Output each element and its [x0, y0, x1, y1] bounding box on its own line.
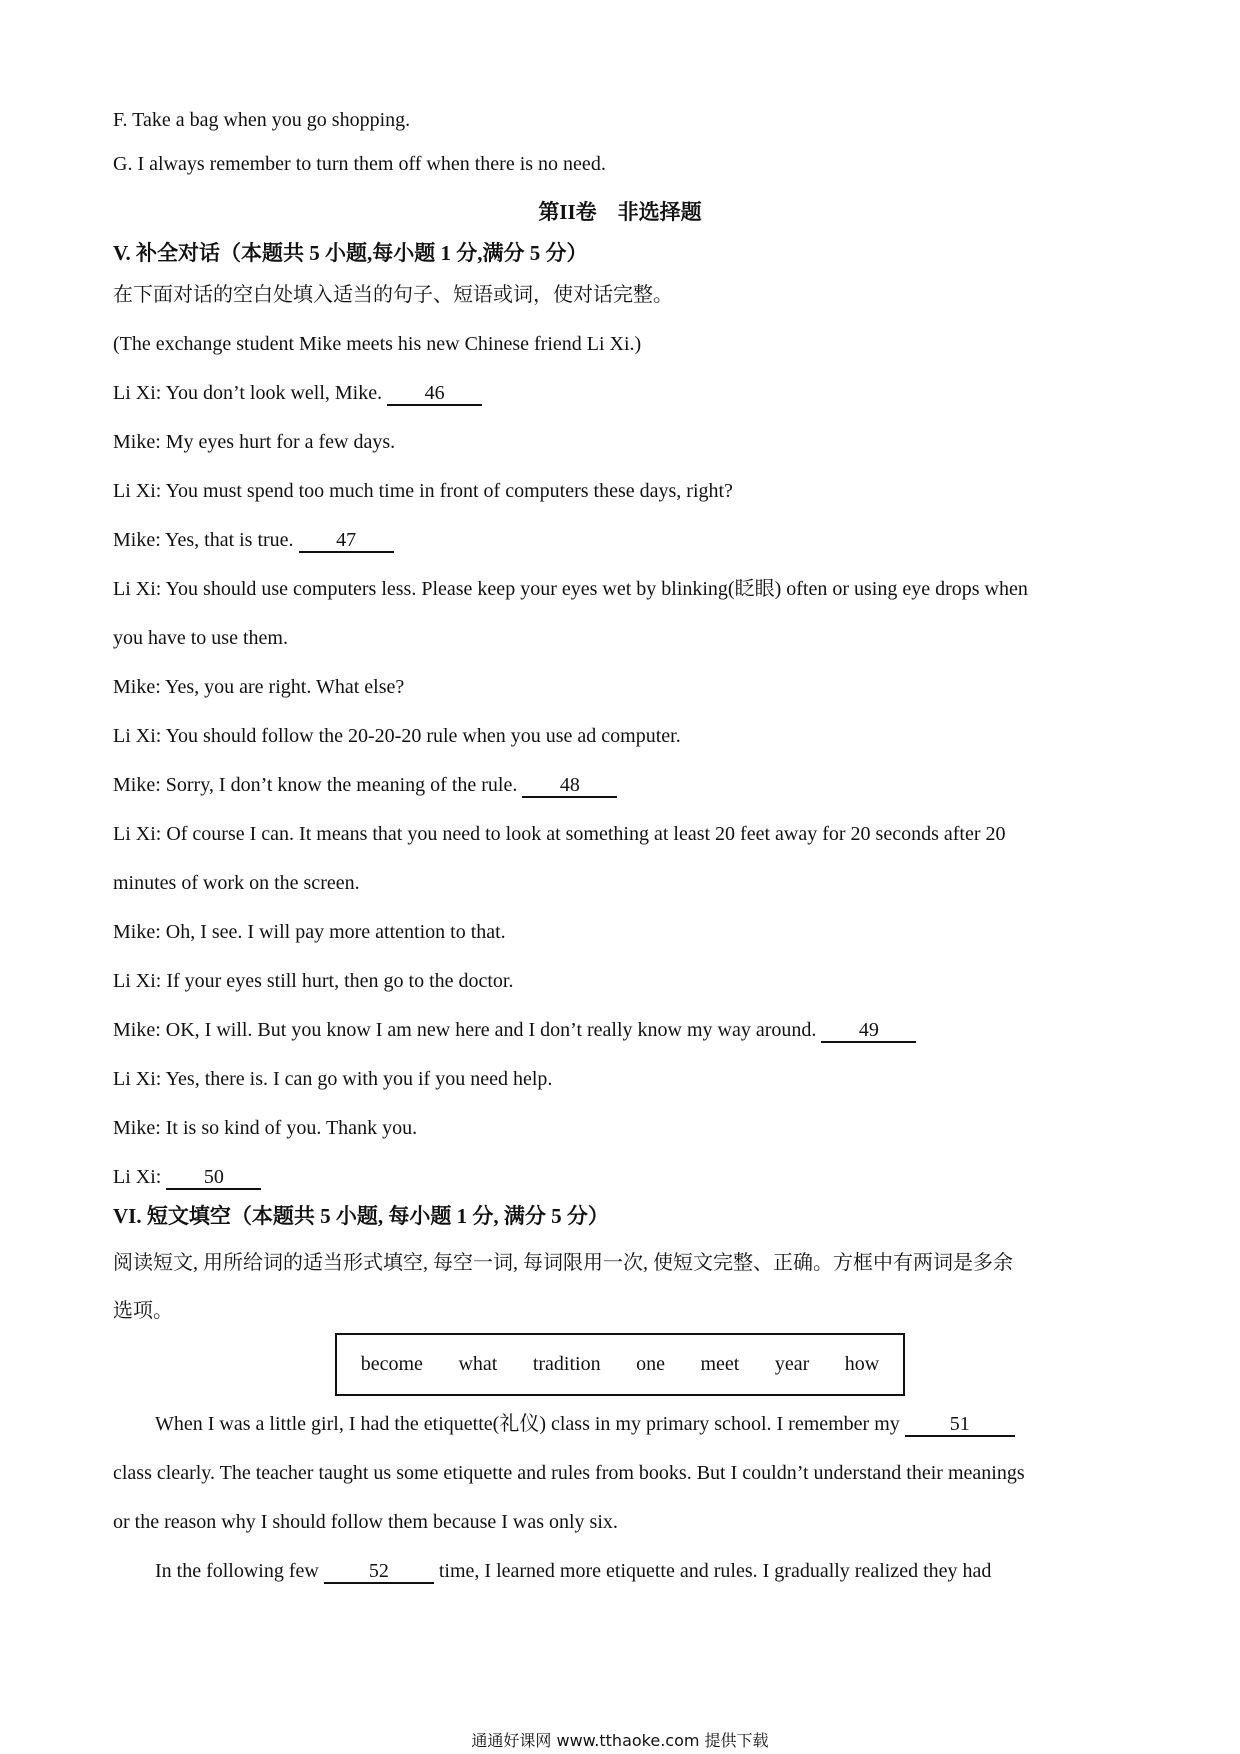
dialogue-line — [113, 1017, 916, 1043]
dialogue-text: Mike: Sorry, I don’t know the meaning of the rule. — [113, 774, 523, 796]
word-bank-item: tradition — [532, 1353, 601, 1375]
word-bank-item: one — [636, 1353, 665, 1375]
dialogue-line: Li Xi: If your eyes still hurt, then go to the doctor. — [113, 970, 514, 992]
part2-title: 第II卷 非选择题 — [538, 200, 702, 224]
passage-line — [155, 1411, 1015, 1437]
option-f: F. Take a bag when you go shopping. — [113, 109, 411, 131]
word-bank-item: how — [844, 1353, 880, 1375]
word-bank-item: year — [774, 1353, 810, 1375]
dialogue-line: Mike: Oh, I see. I will pay more attention to that. — [113, 921, 506, 943]
section5-instruction: 在下面对话的空白处填入适当的句子、短语或词，使对话完整。 — [113, 284, 673, 306]
dialogue-context: (The exchange student Mike meets his new Chinese friend Li Xi.) — [113, 333, 642, 355]
dialogue-line — [113, 772, 617, 798]
dialogue-text: Mike: Yes, that is true. — [113, 529, 299, 551]
dialogue-line: Li Xi: Yes, there is. I can go with you if you need help. — [113, 1068, 553, 1090]
blank-number: 52 — [368, 1560, 389, 1582]
blank-number: 47 — [336, 529, 357, 551]
dialogue-line: you have to use them. — [113, 627, 288, 649]
footer-credit: 通通好课网 www.tthaoke.com 提供下载 — [471, 1731, 769, 1750]
passage-line: class clearly. The teacher taught us some etiquette and rules from books. But I couldn’t understand their meanings — [113, 1462, 1025, 1484]
blank-number: 51 — [949, 1413, 970, 1435]
word-bank-item: become — [360, 1353, 423, 1375]
blank-number: 46 — [424, 382, 445, 404]
answer-blank — [387, 382, 482, 406]
section5-heading: V. 补全对话（本题共 5 小题,每小题 1 分,满分 5 分） — [113, 241, 588, 265]
answer-blank — [522, 774, 617, 798]
word-bank-item: what — [458, 1353, 498, 1375]
passage-text: In the following few — [155, 1560, 324, 1582]
dialogue-line: Mike: It is so kind of you. Thank you. — [113, 1117, 418, 1139]
passage-text: time, I learned more etiquette and rules. I gradually realized they had — [433, 1560, 992, 1582]
answer-blank — [905, 1413, 1015, 1437]
blank-number: 48 — [559, 774, 580, 796]
dialogue-line: Mike: My eyes hurt for a few days. — [113, 431, 396, 453]
blank-number: 50 — [203, 1166, 224, 1188]
word-bank — [335, 1333, 905, 1396]
dialogue-line: Mike: Yes, you are right. What else? — [113, 676, 405, 698]
dialogue-line: Li Xi: Of course I can. It means that you need to look at something at least 20 feet away for 20 seconds after 20 — [113, 823, 1006, 845]
dialogue-text: Li Xi: — [113, 1166, 167, 1188]
passage-line: or the reason why I should follow them because I was only six. — [113, 1511, 618, 1533]
section6-instruction-cont: 选项。 — [113, 1300, 173, 1322]
dialogue-line — [113, 380, 482, 406]
dialogue-line: Li Xi: You should follow the 20-20-20 rule when you use ad computer. — [113, 725, 681, 747]
section6-heading: VI. 短文填空（本题共 5 小题, 每小题 1 分, 满分 5 分） — [113, 1204, 609, 1228]
dialogue-line — [113, 1164, 261, 1190]
dialogue-line: minutes of work on the screen. — [113, 872, 360, 894]
dialogue-text: Mike: OK, I will. But you know I am new here and I don’t really know my way around. — [113, 1019, 822, 1041]
passage-line — [155, 1558, 991, 1584]
blank-number: 49 — [858, 1019, 879, 1041]
answer-blank — [166, 1166, 261, 1190]
section6-instruction: 阅读短文, 用所给词的适当形式填空, 每空一词, 每词限用一次, 使短文完整、正确。方框中有两词是多余 — [113, 1252, 1013, 1274]
answer-blank — [299, 529, 394, 553]
dialogue-line: Li Xi: You should use computers less. Please keep your eyes wet by blinking(眨眼) often or using eye drops when — [113, 578, 1028, 600]
dialogue-text: Li Xi: You don’t look well, Mike. — [113, 382, 388, 404]
answer-blank — [821, 1019, 916, 1043]
dialogue-line: Li Xi: You must spend too much time in front of computers these days, right? — [113, 480, 733, 502]
option-g: G. I always remember to turn them off when there is no need. — [113, 153, 606, 175]
answer-blank — [324, 1560, 434, 1584]
word-bank-item: meet — [700, 1353, 740, 1375]
dialogue-line — [113, 527, 394, 553]
passage-text: When I was a little girl, I had the etiquette(礼仪) class in my primary school. I remember my — [155, 1413, 905, 1435]
